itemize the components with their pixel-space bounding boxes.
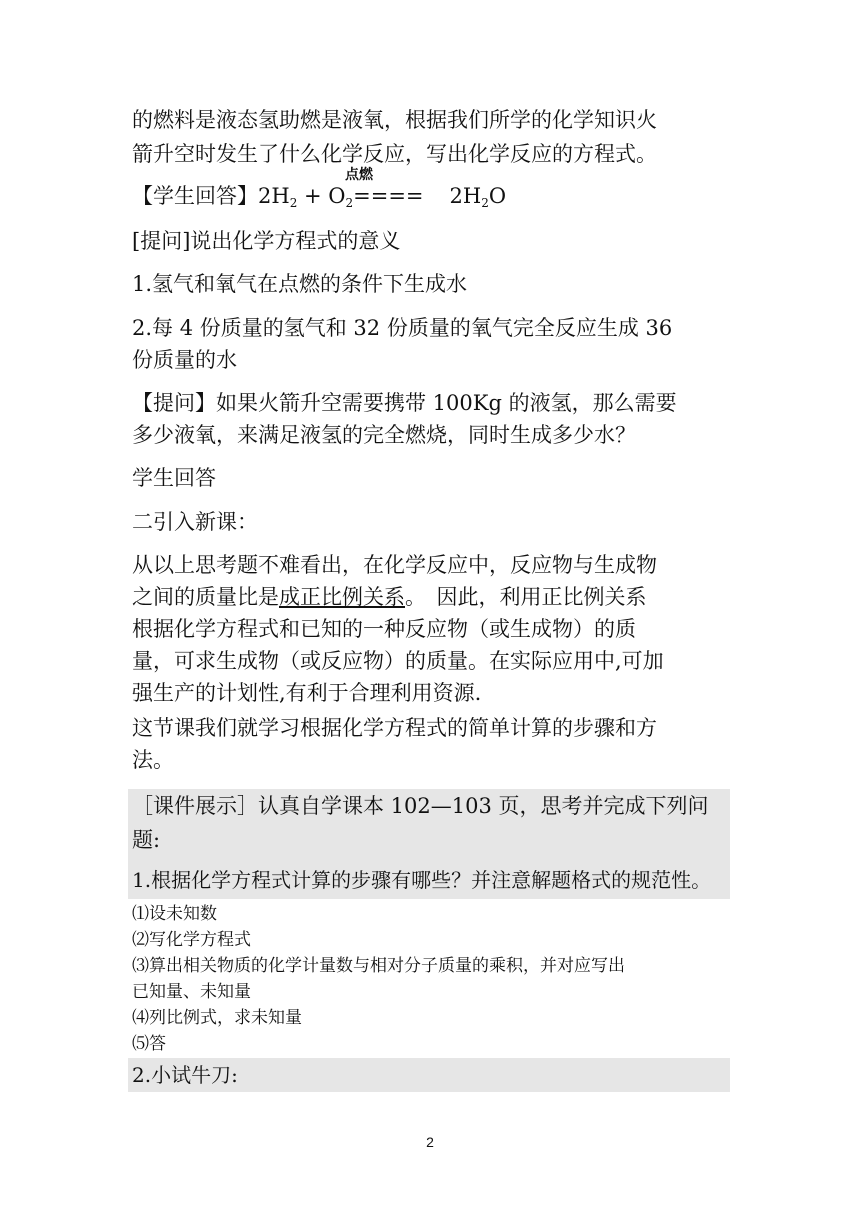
courseware-line-1: ［课件展示］认真自学课本 102—103 页，思考并完成下列问: [128, 789, 730, 823]
reaction-condition: 点燃: [345, 167, 373, 183]
step-4: ⑷列比例式，求未知量: [132, 1008, 302, 1028]
question-2-line-2: 多少液氧，来满足液氢的完全燃烧，同时生成多少水？: [132, 423, 636, 447]
meaning-1: 1.氢气和氧气在点燃的条件下生成水: [132, 272, 468, 296]
student-answer-label: 【学生回答】: [132, 184, 258, 208]
intro-line-1: 的燃料是液态氢助燃是液氧，根据我们所学的化学知识火: [132, 108, 657, 132]
courseware-line-2: 题:: [128, 823, 730, 861]
step-3-line-1: ⑶算出相关物质的化学计量数与相对分子质量的乘积，并对应写出: [132, 956, 625, 976]
meaning-2-line-2: 份质量的水: [132, 348, 237, 372]
try-question: 2.小试牛刀:: [128, 1058, 730, 1092]
para1-line-2: 之间的质量比是成正比例关系。 因此，利用正比例关系: [132, 585, 647, 609]
question-2-line-1: 【提问】如果火箭升空需要携带 100Kg 的液氢，那么需要: [132, 391, 677, 415]
para1-line-1: 从以上思考题不难看出，在化学反应中，反应物与生成物: [132, 553, 657, 577]
meaning-2-line-1: 2.每 4 份质量的氢气和 32 份质量的氧气完全反应生成 36: [132, 316, 673, 340]
step-1: ⑴设未知数: [132, 904, 217, 924]
student-answer-equation: 【学生回答】2H2 + O2==== 2H2O: [132, 184, 507, 210]
intro-line-2: 箭升空时发生了什么化学反应，写出化学反应的方程式。: [132, 142, 657, 166]
step-2: ⑵写化学方程式: [132, 930, 251, 950]
para2-line-1: 这节课我们就学习根据化学方程式的简单计算的步骤和方: [132, 716, 657, 740]
para1-line-3: 根据化学方程式和已知的一种反应物（或生成物）的质: [132, 617, 636, 641]
underlined-term: 成正比例关系: [279, 585, 405, 609]
student-reply: 学生回答: [132, 466, 216, 490]
para2-line-2: 法。: [132, 748, 174, 772]
section-title: 二引入新课：: [132, 510, 258, 534]
equals-sign: ====: [353, 184, 424, 208]
step-3-line-2: 已知量、未知量: [132, 982, 251, 1002]
para1-line-5: 强生产的计划性,有利于合理利用资源.: [132, 681, 482, 705]
page-number: 2: [426, 1134, 434, 1150]
step-5: ⑸答: [132, 1034, 166, 1054]
para1-line-4: 量，可求生成物（或反应物）的质量。在实际应用中,可加: [132, 649, 664, 673]
steps-question: 1.根据化学方程式计算的步骤有哪些？并注意解题格式的规范性。: [128, 861, 730, 899]
question-1: [提问]说出化学方程式的意义: [132, 229, 401, 253]
